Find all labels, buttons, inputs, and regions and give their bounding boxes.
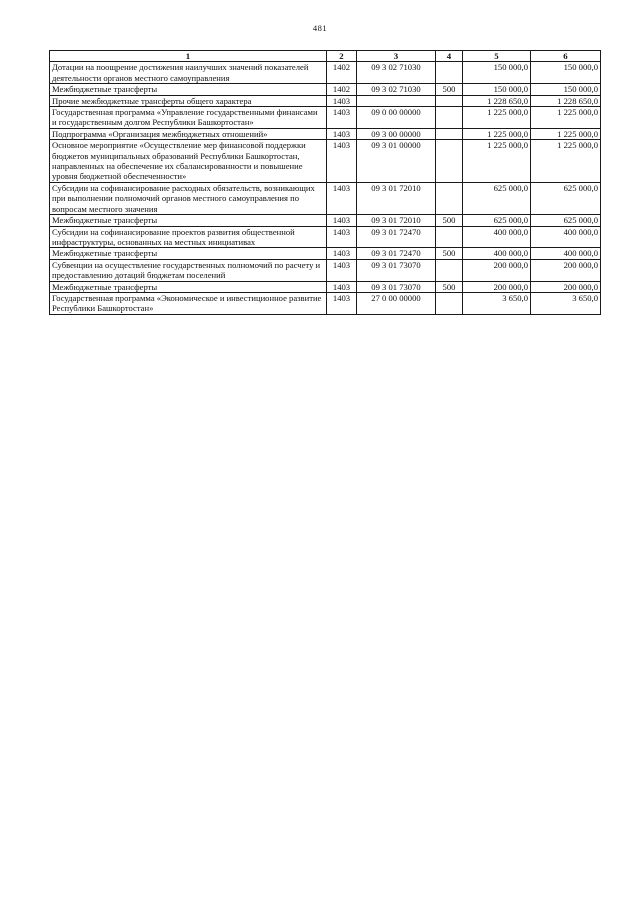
column-header: 4	[436, 51, 463, 62]
amount-cell: 625 000,0	[463, 182, 531, 214]
row-name-cell: Прочие межбюджетные трансферты общего характера	[50, 95, 327, 106]
section-code-cell: 1403	[327, 248, 357, 259]
section-code-cell: 1403	[327, 182, 357, 214]
column-header: 6	[531, 51, 601, 62]
expense-type-cell	[436, 259, 463, 281]
amount-cell: 1 225 000,0	[463, 128, 531, 139]
column-header: 1	[50, 51, 327, 62]
row-name-cell: Государственная программа «Управление государственными финансами и государственным долгом Республики Башкортостан»	[50, 107, 327, 129]
amount-cell: 200 000,0	[463, 259, 531, 281]
target-article-cell: 09 3 01 72010	[357, 215, 436, 226]
expense-type-cell	[436, 107, 463, 129]
target-article-cell: 09 3 02 71030	[357, 62, 436, 84]
table-row	[50, 226, 601, 248]
target-article-cell: 09 0 00 00000	[357, 107, 436, 129]
amount-cell: 400 000,0	[463, 226, 531, 248]
target-article-cell: 09 3 00 00000	[357, 128, 436, 139]
expense-type-cell	[436, 95, 463, 106]
table-row	[50, 128, 601, 139]
page-number: 481	[312, 23, 328, 33]
row-name-cell: Межбюджетные трансферты	[50, 215, 327, 226]
target-article-cell	[357, 95, 436, 106]
table-row	[50, 292, 601, 314]
table-row	[50, 259, 601, 281]
row-name-cell: Субвенции на осуществление государственных полномочий по расчету и предоставлению дотаций бюджетам поселений	[50, 259, 327, 281]
expense-type-cell	[436, 128, 463, 139]
expense-type-cell: 500	[436, 215, 463, 226]
expense-type-cell	[436, 62, 463, 84]
target-article-cell: 09 3 01 73070	[357, 281, 436, 292]
row-name-cell: Субсидии на софинансирование проектов развития общественной инфраструктуры, основанных на местных инициативах	[50, 226, 327, 248]
expense-type-cell	[436, 182, 463, 214]
target-article-cell: 09 3 01 00000	[357, 140, 436, 183]
row-name-cell: Дотации на поощрение достижения наилучших значений показателей деятельности органов местного самоуправления	[50, 62, 327, 84]
target-article-cell: 09 3 01 72470	[357, 248, 436, 259]
section-code-cell: 1403	[327, 95, 357, 106]
row-name-cell: Государственная программа «Экономическое и инвестиционное развитие Республики Башкортостан»	[50, 292, 327, 314]
budget-table	[49, 50, 601, 315]
section-code-cell: 1403	[327, 140, 357, 183]
amount-cell: 150 000,0	[463, 62, 531, 84]
amount-cell: 1 225 000,0	[531, 107, 601, 129]
amount-cell: 1 225 000,0	[531, 140, 601, 183]
amount-cell: 1 228 650,0	[463, 95, 531, 106]
amount-cell: 1 225 000,0	[463, 107, 531, 129]
row-name-cell: Основное мероприятие «Осуществление мер финансовой поддержки бюджетов муниципальных образований Республики Башкортостан, направленных на обеспечение их сбалансированности и повышение уровня бюджетной обеспеченности»	[50, 140, 327, 183]
row-name-cell: Межбюджетные трансферты	[50, 84, 327, 95]
column-header: 3	[357, 51, 436, 62]
amount-cell: 150 000,0	[531, 62, 601, 84]
section-code-cell: 1402	[327, 84, 357, 95]
section-code-cell: 1403	[327, 107, 357, 129]
row-name-cell: Подпрограмма «Организация межбюджетных отношений»	[50, 128, 327, 139]
amount-cell: 625 000,0	[531, 215, 601, 226]
row-name-cell: Субсидии на софинансирование расходных обязательств, возникающих при выполнении полномочий органов местного самоуправления по вопросам местного значения	[50, 182, 327, 214]
section-code-cell: 1403	[327, 226, 357, 248]
table-row	[50, 248, 601, 259]
expense-type-cell: 500	[436, 281, 463, 292]
expense-type-cell: 500	[436, 84, 463, 95]
section-code-cell: 1403	[327, 292, 357, 314]
amount-cell: 200 000,0	[463, 281, 531, 292]
amount-cell: 1 225 000,0	[463, 140, 531, 183]
row-name-cell: Межбюджетные трансферты	[50, 281, 327, 292]
table-row	[50, 140, 601, 183]
table-row	[50, 215, 601, 226]
target-article-cell: 09 3 01 72470	[357, 226, 436, 248]
amount-cell: 150 000,0	[463, 84, 531, 95]
amount-cell: 625 000,0	[531, 182, 601, 214]
section-code-cell: 1402	[327, 62, 357, 84]
section-code-cell: 1403	[327, 128, 357, 139]
target-article-cell: 09 3 01 72010	[357, 182, 436, 214]
table-row	[50, 95, 601, 106]
expense-type-cell: 500	[436, 248, 463, 259]
section-code-cell: 1403	[327, 259, 357, 281]
amount-cell: 625 000,0	[463, 215, 531, 226]
expense-type-cell	[436, 292, 463, 314]
table-row	[50, 84, 601, 95]
table-row	[50, 182, 601, 214]
amount-cell: 3 650,0	[531, 292, 601, 314]
table-header-row	[50, 51, 601, 62]
section-code-cell: 1403	[327, 281, 357, 292]
target-article-cell: 09 3 01 73070	[357, 259, 436, 281]
target-article-cell: 27 0 00 00000	[357, 292, 436, 314]
amount-cell: 400 000,0	[463, 248, 531, 259]
amount-cell: 200 000,0	[531, 259, 601, 281]
amount-cell: 200 000,0	[531, 281, 601, 292]
section-code-cell: 1403	[327, 215, 357, 226]
expense-type-cell	[436, 226, 463, 248]
expense-type-cell	[436, 140, 463, 183]
column-header: 5	[463, 51, 531, 62]
column-header: 2	[327, 51, 357, 62]
table-row	[50, 107, 601, 129]
table-row	[50, 62, 601, 84]
amount-cell: 400 000,0	[531, 226, 601, 248]
table-row	[50, 281, 601, 292]
amount-cell: 150 000,0	[531, 84, 601, 95]
amount-cell: 400 000,0	[531, 248, 601, 259]
amount-cell: 1 225 000,0	[531, 128, 601, 139]
target-article-cell: 09 3 02 71030	[357, 84, 436, 95]
amount-cell: 1 228 650,0	[531, 95, 601, 106]
row-name-cell: Межбюджетные трансферты	[50, 248, 327, 259]
amount-cell: 3 650,0	[463, 292, 531, 314]
